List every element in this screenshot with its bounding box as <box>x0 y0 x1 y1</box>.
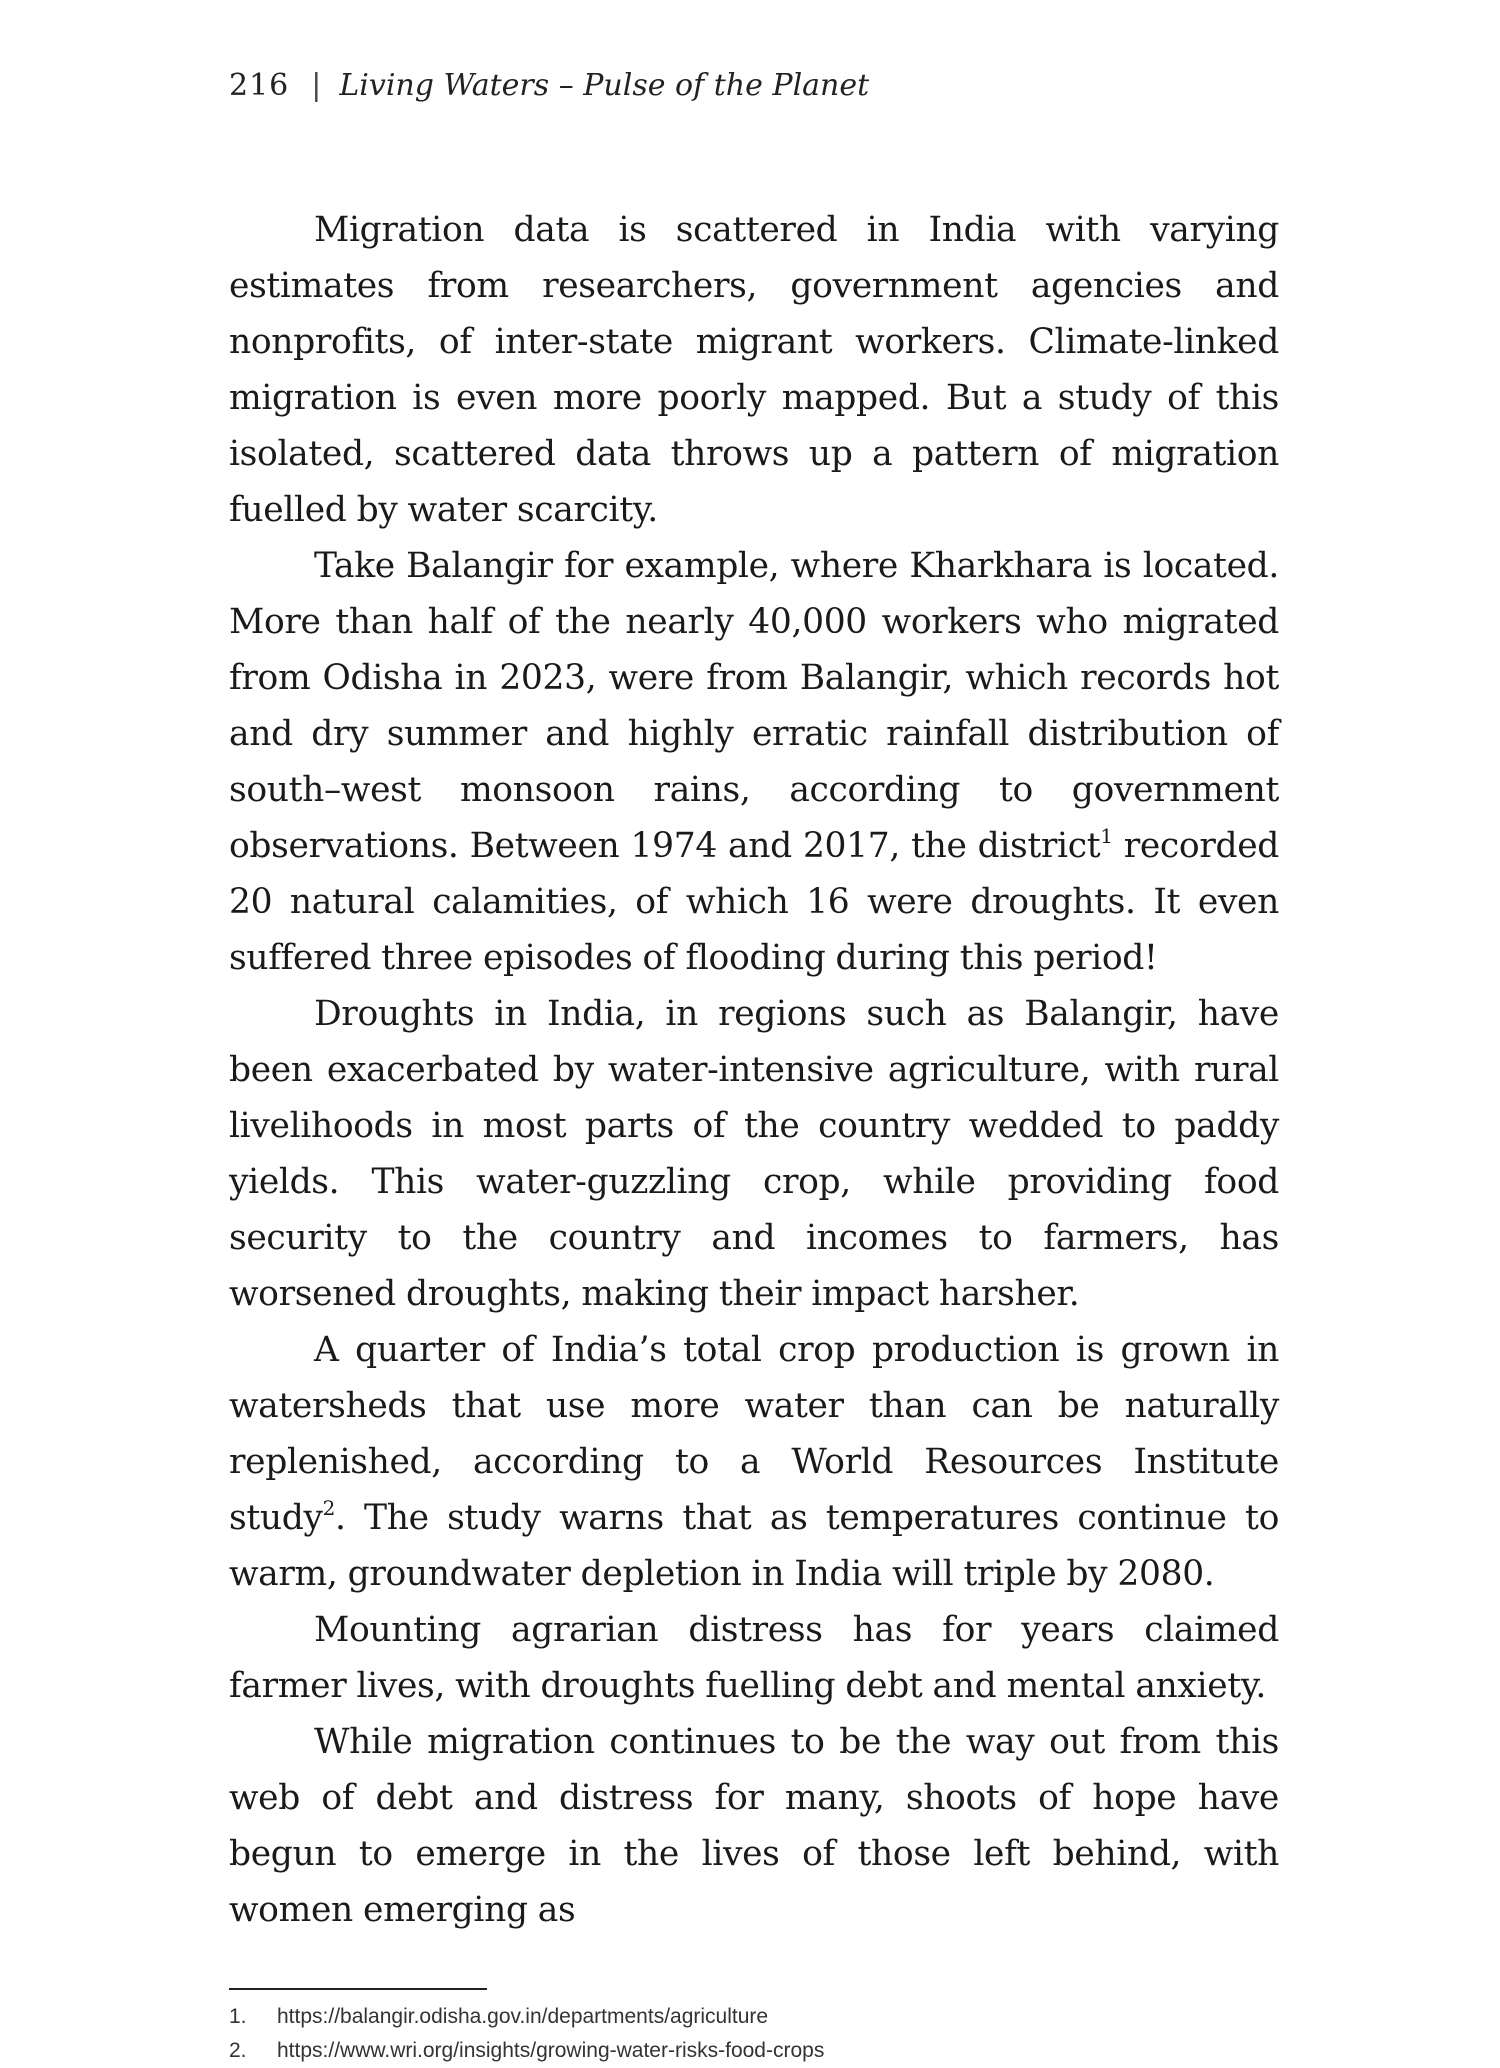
paragraph-1: Migration data is scattered in India with varying estimates from researchers, government agencies and nonprofits, of inter-state migrant workers. Climate-linked migration is even more poorly mapped. But a study of this isolated, scattered data throws up a pattern of migration fuelled by water scarcity. <box>229 210 1279 530</box>
paragraph-2 <box>229 538 1279 986</box>
footnote-2 <box>229 2034 1279 2068</box>
footnote-number: 1. <box>229 2005 247 2028</box>
body-text <box>229 202 1279 1938</box>
page-number: 216 <box>229 68 290 103</box>
header-separator: | <box>311 68 322 103</box>
paragraph-6: While migration continues to be the way out from this web of debt and distress for many, shoots of hope have begun to emerge in the lives of those left behind, with women emerging as <box>229 1722 1279 1930</box>
paragraph-2-text-before-ref: Take Balangir for example, where Kharkhara is located. More than half of the nearly 40,000 workers who migrated from Odisha in 2023, were from Balangir, which records hot and dry summer and highly erratic rainfall distribution of south–west monsoon rains, according to government observations. Between 1974 and 2017, the district <box>229 546 1279 866</box>
footnote-ref-2: 2 <box>322 1495 335 1520</box>
paragraph-2-text-after-ref: recorded 20 natural calamities, of which 16 were droughts. It even suffered three episodes of flooding during this period! <box>229 826 1279 978</box>
paragraph-4 <box>229 1322 1279 1602</box>
paragraph-3: Droughts in India, in regions such as Balangir, have been exacerbated by water-intensive agriculture, with rural livelihoods in most parts of the country wedded to paddy yields. This water-guzzling crop, while providing food security to the country and incomes to farmers, has worsened droughts, making their impact harsher. <box>229 994 1279 1314</box>
footnotes <box>229 2000 1279 2068</box>
book-title: Living Waters – Pulse of the Planet <box>339 68 870 103</box>
running-header <box>229 62 1279 110</box>
footnote-1 <box>229 2000 1279 2034</box>
book-page <box>229 62 1279 2062</box>
footnote-ref-1: 1 <box>1100 823 1113 848</box>
paragraph-4-text-before-ref: A quarter of India’s total crop production is grown in watersheds that use more water than can be naturally replenished, according to a World Resources Institute study <box>229 1330 1279 1538</box>
footnote-url: https://balangir.odisha.gov.in/departments/agriculture <box>277 2005 769 2028</box>
paragraph-4-text-after-ref: . The study warns that as temperatures continue to warm, groundwater depletion in India will triple by 2080. <box>229 1498 1279 1594</box>
paragraph-5: Mounting agrarian distress has for years claimed farmer lives, with droughts fuelling debt and mental anxiety. <box>229 1610 1279 1706</box>
footnote-number: 2. <box>229 2039 247 2062</box>
footnote-url: https://www.wri.org/insights/growing-water-risks-food-crops <box>277 2039 825 2062</box>
footnote-divider <box>229 1988 487 1990</box>
